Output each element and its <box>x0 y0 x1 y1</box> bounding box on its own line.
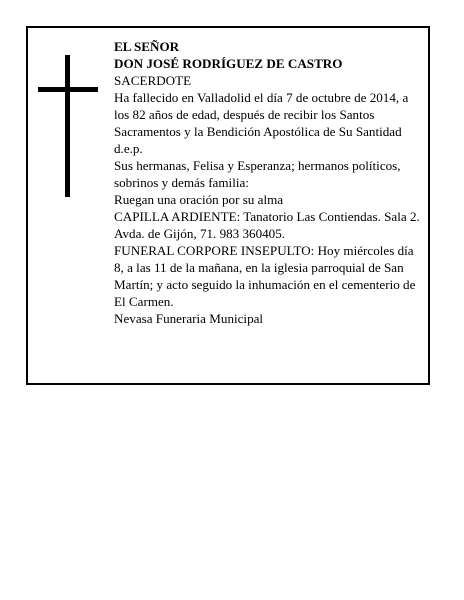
notice-passed-away: Ha fallecido en Valladolid el día 7 de octubre de 2014, a los 82 años de edad, después de recibir los Santos Sacramentos y la Bendición Apostólica de Su Santidad <box>114 90 409 139</box>
notice-prayer: Ruegan una oración por su alma <box>114 192 284 207</box>
notice-family: Sus hermanas, Felisa y Esperanza; hermanos políticos, sobrinos y demás familia: <box>114 158 401 190</box>
notice-funeral: FUNERAL CORPORE INSEPULTO: Hoy miércoles día 8, a las 11 de la mañana, en la iglesia parroquial de San Martín; y acto seguido la inhumación en el cementerio de El Carmen. <box>114 243 416 309</box>
cross-vertical-bar <box>65 55 70 197</box>
cross-icon <box>38 55 98 197</box>
notice-rip: d.e.p. <box>114 141 143 156</box>
notice-heading-line1: EL SEÑOR <box>114 39 180 54</box>
cross-horizontal-bar <box>38 87 98 92</box>
notice-text <box>114 38 422 327</box>
notice-chapel: CAPILLA ARDIENTE: Tanatorio Las Contiendas. Sala 2. Avda. de Gijón, 71. 983 360405. <box>114 209 420 241</box>
notice-heading-name: DON JOSÉ RODRÍGUEZ DE CASTRO <box>114 56 343 71</box>
notice-title: SACERDOTE <box>114 73 192 88</box>
notice-funeral-home: Nevasa Funeraria Municipal <box>114 311 264 326</box>
